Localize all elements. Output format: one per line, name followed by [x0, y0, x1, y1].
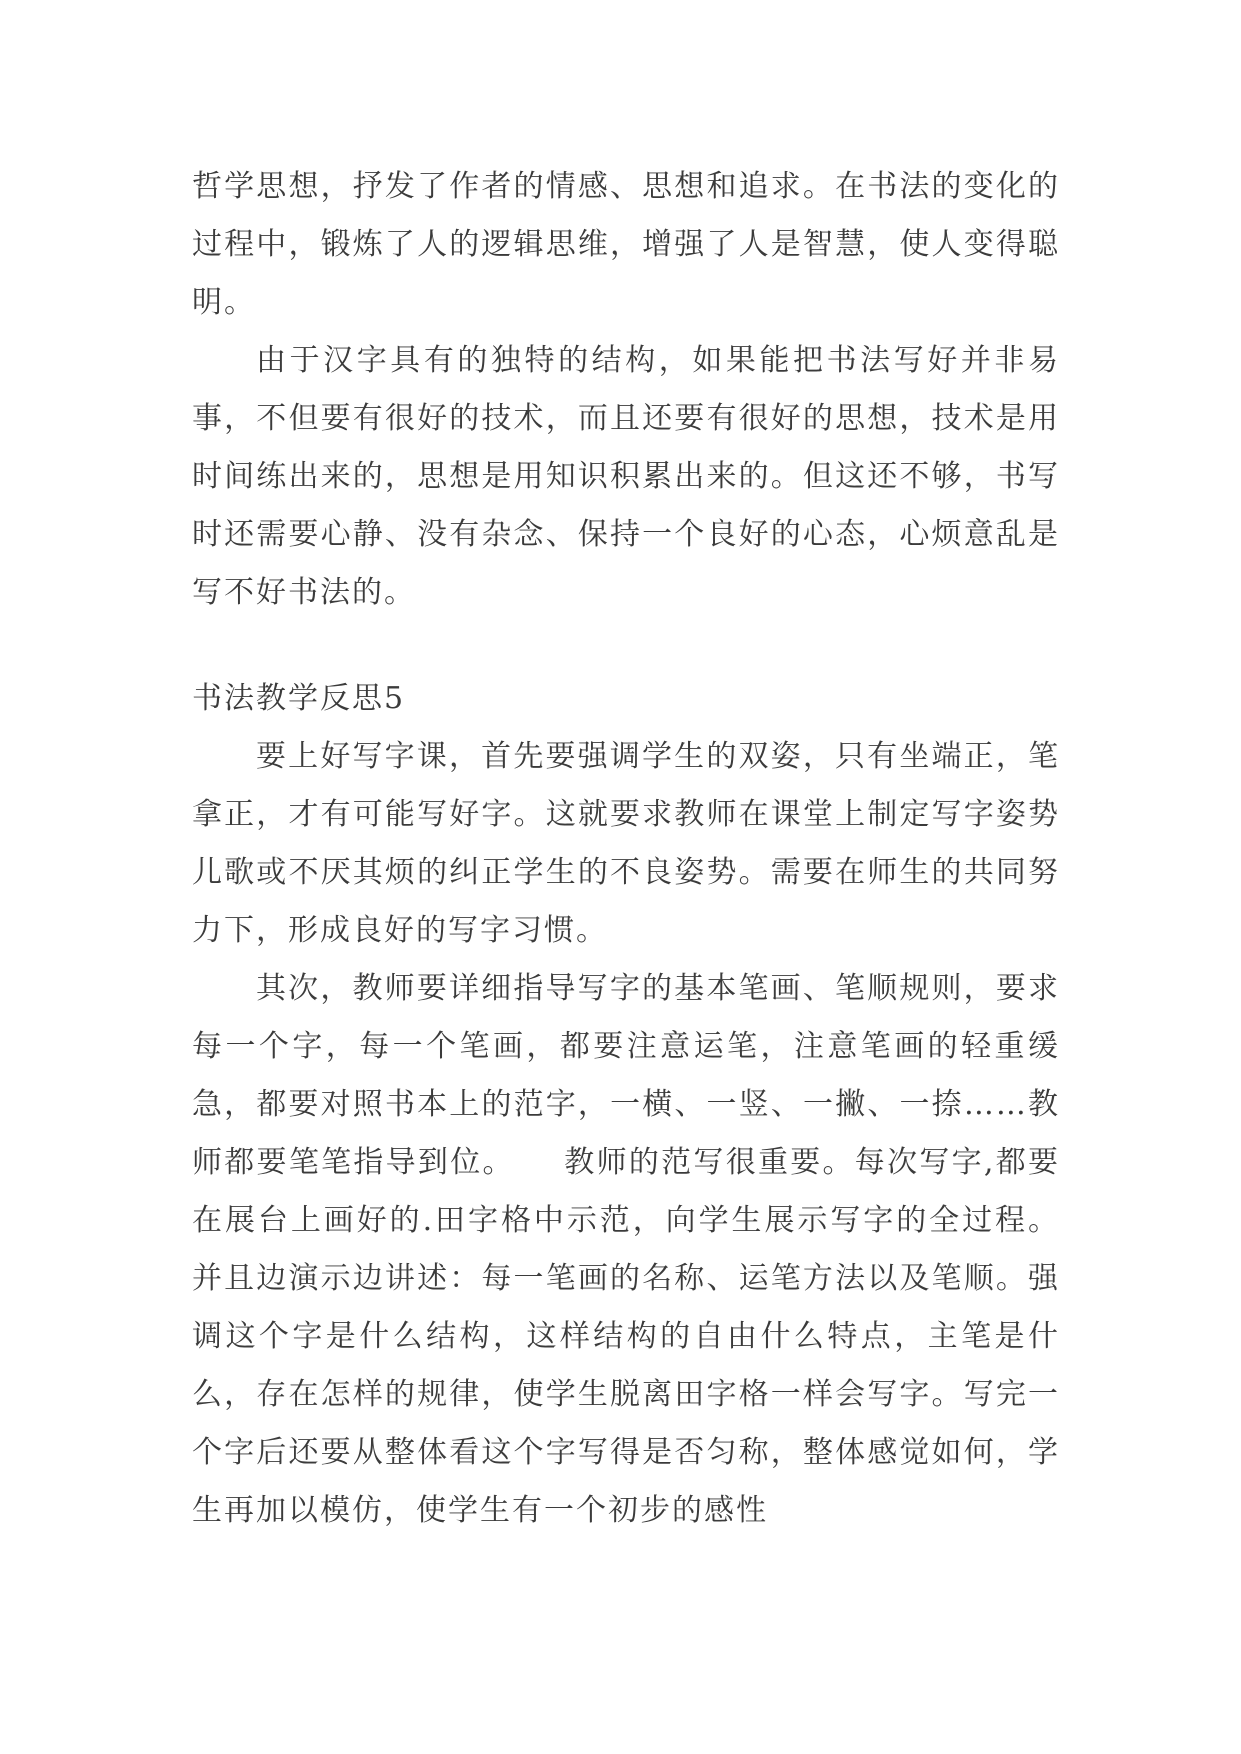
section-spacer [192, 622, 1060, 670]
document-body [192, 158, 1060, 1540]
paragraph-guidance: 其次，教师要详细指导写字的基本笔画、笔顺规则，要求每一个字，每一个笔画，都要注意运笔，注意笔画的轻重缓急，都要对照书本上的范字，一横、一竖、一撇、一捺……教师都要笔笔指导到位。 教师的范写很重要。每次写字,都要在展台上画好的.田字格中示范，向学生展示写字的全过程。并且边演示边讲述：每一笔画的名称、运笔方法以及笔顺。强调这个字是什么结构，这样结构的自由什么特点，主笔是什么，存在怎样的规律，使学生脱离田字格一样会写字。写完一个字后还要从整体看这个字写得是否匀称，整体感觉如何，学生再加以模仿，使学生有一个初步的感性 [192, 971, 1060, 1528]
paragraph-structure: 由于汉字具有的独特的结构，如果能把书法写好并非易事，不但要有很好的技术，而且还要有很好的思想，技术是用时间练出来的，思想是用知识积累出来的。但这还不够，书写时还需要心静、没有杂念、保持一个良好的心态，心烦意乱是写不好书法的。 [192, 343, 1060, 610]
paragraph-philosophy: 哲学思想，抒发了作者的情感、思想和追求。在书法的变化的过程中，锻炼了人的逻辑思维，增强了人是智慧，使人变得聪明。 [192, 169, 1060, 320]
paragraph-posture: 要上好写字课，首先要强调学生的双姿，只有坐端正，笔拿正，才有可能写好字。这就要求教师在课堂上制定写字姿势儿歌或不厌其烦的纠正学生的不良姿势。需要在师生的共同努力下，形成良好的写字习惯。 [192, 739, 1060, 948]
section-title: 书法教学反思5 [192, 681, 406, 716]
